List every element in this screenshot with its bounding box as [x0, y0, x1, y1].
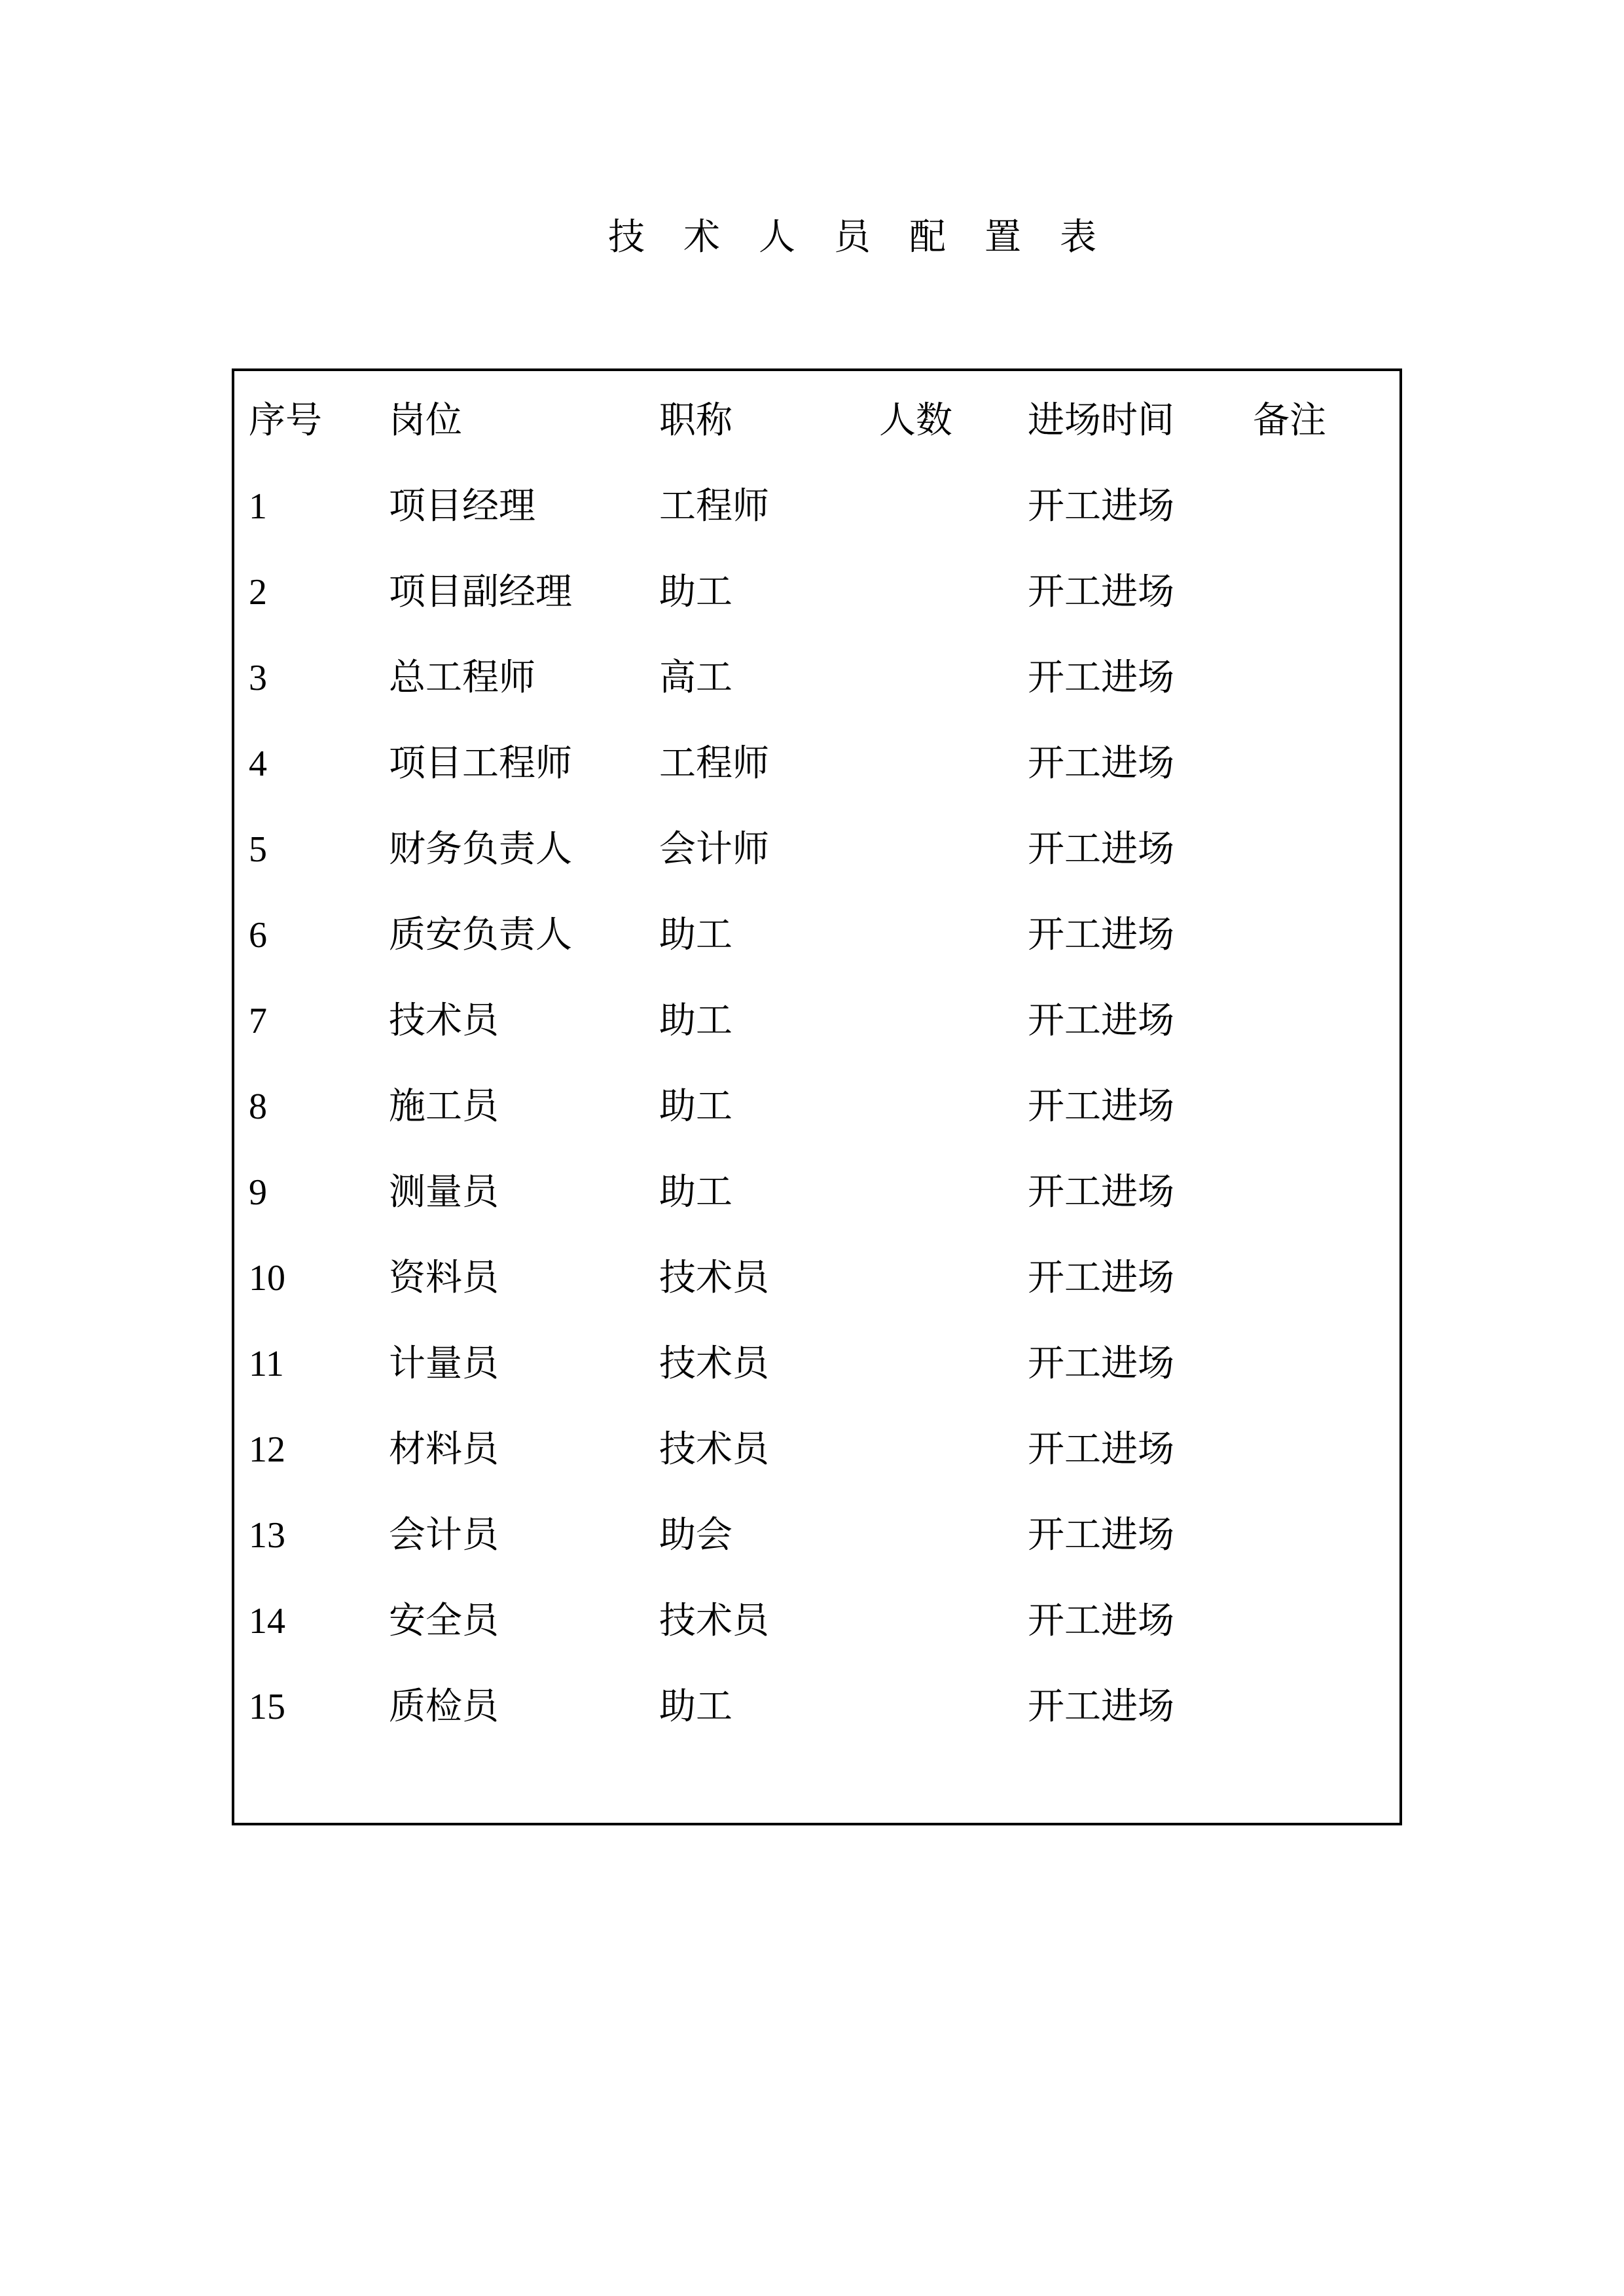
cell-entry-time: 开工进场	[1028, 828, 1174, 870]
title-char: 表	[1060, 216, 1096, 259]
table-row	[234, 1585, 1399, 1657]
cell-grade: 工程师	[659, 742, 769, 785]
cell-entry-time: 开工进场	[1028, 1428, 1174, 1471]
table-row	[234, 1242, 1399, 1314]
header-post: 岗位	[389, 399, 462, 442]
staff-table	[232, 368, 1402, 1825]
table-row	[234, 1328, 1399, 1400]
cell-grade: 工程师	[659, 485, 769, 528]
page-title	[0, 208, 1624, 267]
cell-entry-time: 开工进场	[1028, 1257, 1174, 1299]
header-grade: 职称	[659, 399, 732, 442]
header-count: 人数	[879, 399, 952, 442]
title-char: 配	[909, 216, 946, 259]
cell-post: 质安负责人	[389, 914, 572, 956]
cell-post: 会计员	[389, 1514, 499, 1556]
table-row	[234, 1499, 1399, 1571]
table-row	[234, 1671, 1399, 1743]
cell-post: 项目工程师	[389, 742, 572, 785]
table-row	[234, 642, 1399, 714]
cell-seq: 12	[249, 1429, 285, 1470]
cell-grade: 助工	[659, 999, 732, 1042]
cell-post: 安全员	[389, 1600, 499, 1642]
cell-grade: 助工	[659, 571, 732, 613]
cell-grade: 助会	[659, 1514, 732, 1556]
cell-grade: 技术员	[659, 1342, 769, 1385]
cell-grade: 助工	[659, 914, 732, 956]
table-row	[234, 471, 1399, 543]
table-row	[234, 556, 1399, 628]
cell-grade: 助工	[659, 1685, 732, 1728]
table-row	[234, 1157, 1399, 1229]
title-char: 技	[608, 216, 645, 259]
cell-seq: 6	[249, 915, 267, 956]
cell-seq: 1	[249, 486, 267, 527]
table-row	[234, 899, 1399, 971]
cell-post: 技术员	[389, 999, 499, 1042]
cell-entry-time: 开工进场	[1028, 999, 1174, 1042]
cell-seq: 15	[249, 1687, 285, 1727]
header-seq: 序号	[249, 399, 322, 442]
table-row	[234, 1071, 1399, 1143]
title-char: 人	[759, 216, 795, 259]
table-row	[234, 1414, 1399, 1486]
title-char: 术	[683, 216, 720, 259]
cell-entry-time: 开工进场	[1028, 1171, 1174, 1213]
cell-post: 财务负责人	[389, 828, 572, 870]
cell-entry-time: 开工进场	[1028, 1514, 1174, 1556]
cell-entry-time: 开工进场	[1028, 1085, 1174, 1128]
cell-post: 计量员	[389, 1342, 499, 1385]
cell-entry-time: 开工进场	[1028, 742, 1174, 785]
title-char: 置	[984, 216, 1021, 259]
cell-seq: 8	[249, 1086, 267, 1127]
cell-entry-time: 开工进场	[1028, 914, 1174, 956]
cell-seq: 5	[249, 829, 267, 870]
cell-grade: 技术员	[659, 1600, 769, 1642]
cell-grade: 会计师	[659, 828, 769, 870]
cell-seq: 14	[249, 1601, 285, 1641]
cell-seq: 11	[249, 1344, 284, 1384]
table-row	[234, 728, 1399, 800]
cell-seq: 4	[249, 744, 267, 784]
cell-entry-time: 开工进场	[1028, 485, 1174, 528]
cell-post: 总工程师	[389, 656, 535, 699]
cell-entry-time: 开工进场	[1028, 1342, 1174, 1385]
cell-entry-time: 开工进场	[1028, 1685, 1174, 1728]
cell-post: 施工员	[389, 1085, 499, 1128]
header-note: 备注	[1253, 399, 1326, 442]
cell-seq: 10	[249, 1258, 285, 1299]
cell-post: 资料员	[389, 1257, 499, 1299]
cell-post: 测量员	[389, 1171, 499, 1213]
title-char: 员	[834, 216, 871, 259]
table-row	[234, 814, 1399, 886]
cell-grade: 技术员	[659, 1257, 769, 1299]
cell-post: 质检员	[389, 1685, 499, 1728]
cell-post: 项目副经理	[389, 571, 572, 613]
cell-seq: 13	[249, 1515, 285, 1556]
cell-entry-time: 开工进场	[1028, 1600, 1174, 1642]
cell-post: 项目经理	[389, 485, 535, 528]
header-entry-time: 进场时间	[1028, 399, 1174, 442]
cell-post: 材料员	[389, 1428, 499, 1471]
cell-grade: 助工	[659, 1171, 732, 1213]
cell-seq: 2	[249, 572, 267, 613]
cell-seq: 3	[249, 658, 267, 698]
cell-entry-time: 开工进场	[1028, 656, 1174, 699]
cell-seq: 7	[249, 1001, 267, 1041]
cell-grade: 技术员	[659, 1428, 769, 1471]
cell-entry-time: 开工进场	[1028, 571, 1174, 613]
table-header-row	[234, 385, 1399, 457]
cell-seq: 9	[249, 1172, 267, 1213]
cell-grade: 高工	[659, 656, 732, 699]
table-row	[234, 985, 1399, 1057]
cell-grade: 助工	[659, 1085, 732, 1128]
